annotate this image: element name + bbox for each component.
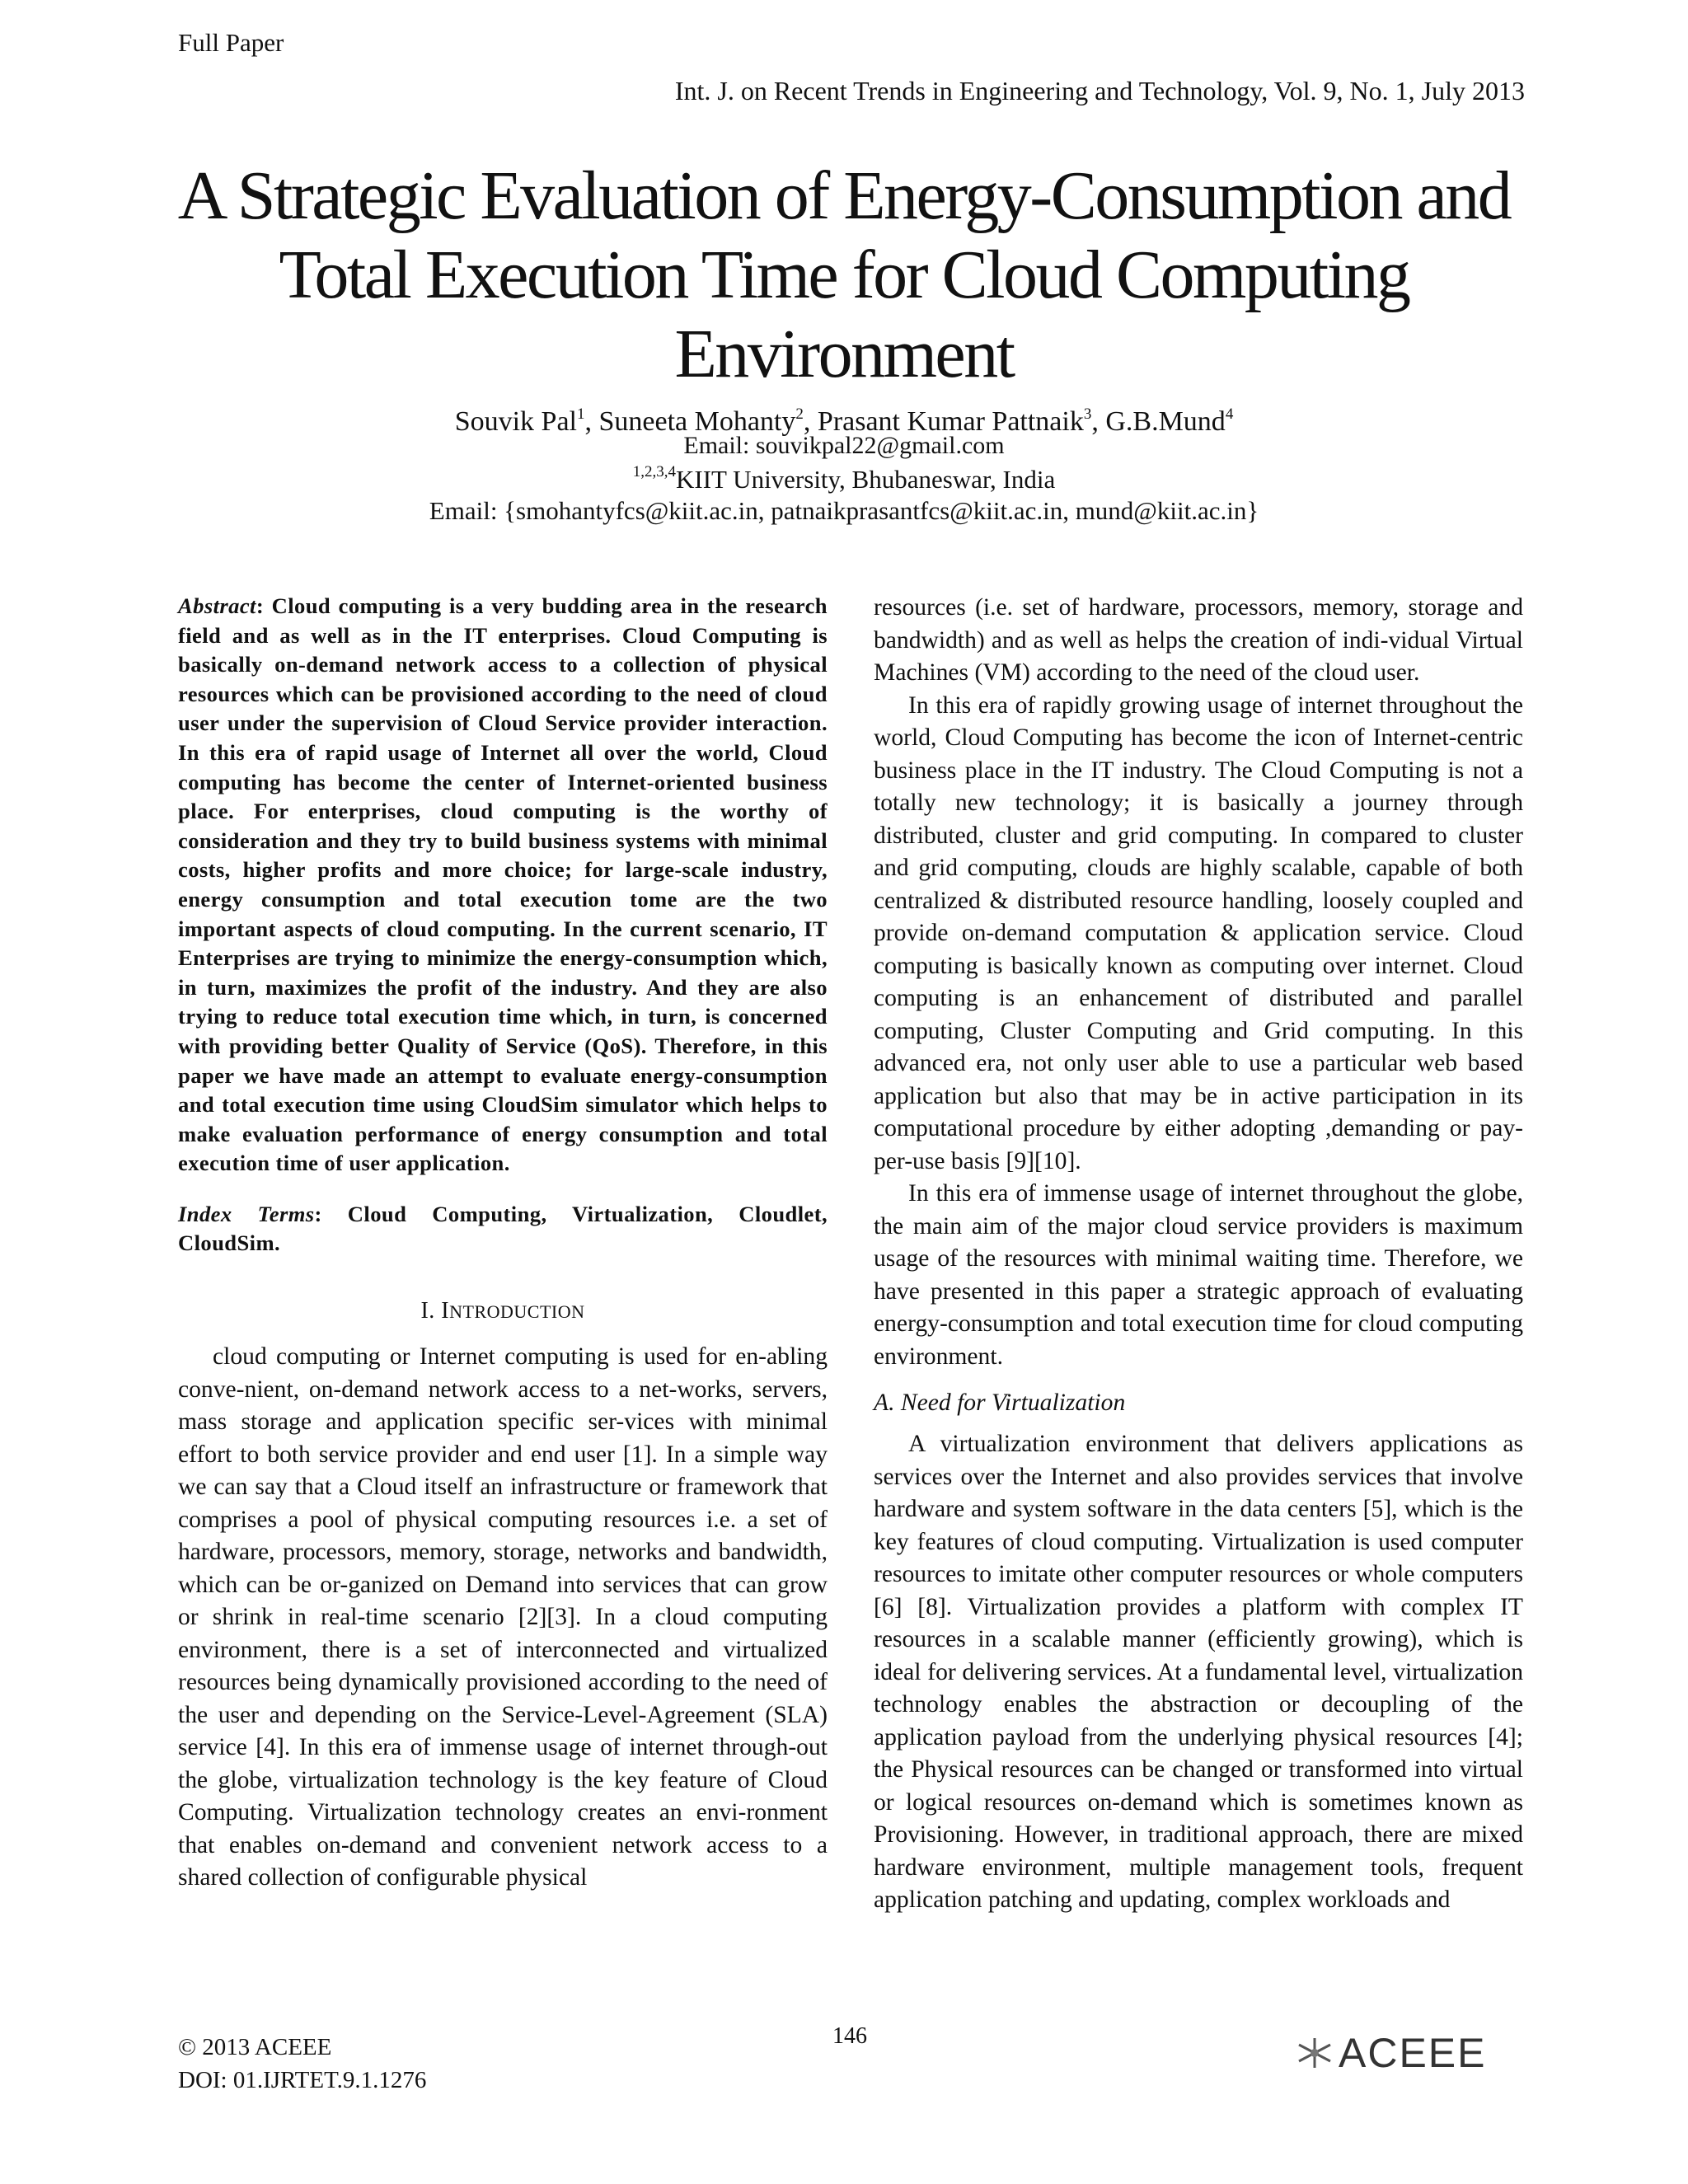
author-affil-mark: 1 xyxy=(577,405,585,423)
header-label: Full Paper xyxy=(178,28,284,57)
virtualization-paragraph: A virtualization environment that delivers applications as services over the Internet and also provides services that involve hardware and system software in the data centers [5], which is the key features of cloud computing. Virtualization is used computer resources to imitate other computer resources or whole computers [6] [8]. Virtualization provides a platform with complex IT resources in a scalable manner (efficiently growing), which is ideal for delivering services. At a fundamental level, virtualization technology enables the abstraction or decoupling of the application payload from the underlying physical resources [4]; the Physical resources can be changed or transformed into virtual or logical resources on-demand which is sometimes known as Provisioning. However, in traditional approach, there are mixed hardware environment, multiple management tools, frequent application patching and updating, complex workloads and xyxy=(874,1431,1523,1913)
aceee-star-icon xyxy=(1292,2035,1337,2071)
primary-email: Email: souvikpal22@gmail.com xyxy=(683,432,1005,459)
index-terms-text: : Cloud Computing, Virtualization, Cloudlet, CloudSim. xyxy=(178,1201,828,1256)
author-list: Souvik Pal$^1$, Suneeta Mohanty$^2$, Prasant Kumar Pattnaik$^3$, G.B.Mund$^4$ xyxy=(454,405,1234,437)
author-affil-mark: 3 xyxy=(1083,405,1092,423)
author-name: G.B.Mund xyxy=(1105,406,1226,437)
right-column xyxy=(874,592,1523,1917)
body-paragraph: resources (i.e. set of hardware, processors, memory, storage and bandwidth) and as well as helps the creation of indi-vidual Virtual Machines (VM) according to the need of the cloud user. xyxy=(874,594,1523,686)
author-affil-mark: 2 xyxy=(795,405,804,423)
author-name: Suneeta Mohanty xyxy=(598,406,796,437)
title-line: A Strategic Evaluation of Energy-Consumption and xyxy=(177,157,1511,234)
body-paragraph: In this era of rapidly growing usage of internet throughout the world, Cloud Computing has become the icon of Internet-centric business place in the IT industry. The Cloud Computing is not a totally new technology; it is basically a journey through distributed, cluster and grid computing. In compared to cluster and grid computing, clouds are highly scalable, capable of both centralized & distributed resource handling, loosely coupled and provide on-demand computation & application service. Cloud computing is basically known as computing over internet. Cloud computing is an enhancement of distributed and parallel computing, Cluster Computing and Grid computing. In this advanced era, not only user able to use a particular web based application but also that may be in active participation in its computational procedure by either adopting ,demanding or pay-per-use basis [9][10]. xyxy=(874,691,1523,1174)
abstract-text: : Cloud computing is a very budding area in the research field and as well as in the IT enterprises. Cloud Computing is basically on-demand network access to a collection of physical resources which can be provisioned according to the need of cloud user under the supervision of Cloud Service provider interaction. In this era of rapid usage of Internet all over the world, Cloud computing has become the center of Internet-oriented business place. For enterprises, cloud computing is the worthy of consideration and they try to build business systems with minimal costs, higher profits and more choice; for large-scale industry, energy consumption and total execution tome are the two important aspects of cloud computing. In the current scenario, IT Enterprises are trying to minimize the energy-consumption which, in turn, maximizes the profit of the industry. And they are also trying to reduce total execution time which, in turn, is concerned with providing better Quality of Service (QoS). Therefore, in this paper we have made an attempt to evaluate energy-consumption and total execution time using CloudSim simulator which helps to make evaluation performance of energy consumption and total execution time of user application. xyxy=(178,593,828,1176)
affiliation-text: KIIT University, Bhubaneswar, India xyxy=(676,465,1056,494)
journal-citation: Int. J. on Recent Trends in Engineering and Technology, Vol. 9, No. 1, July 2013 xyxy=(674,76,1525,105)
index-terms-label: Index Terms xyxy=(178,1201,315,1226)
body-paragraph: In this era of immense usage of internet throughout the globe, the main aim of the major cloud service providers is maximum usage of the resources with minimal waiting time. Therefore, we have presented in this paper a strategic approach of evaluating energy-consumption and total execution time for cloud computing environment. xyxy=(874,1180,1523,1370)
publisher-logo xyxy=(1292,2029,1487,2077)
secondary-emails: Email: {smohantyfcs@kiit.ac.in, patnaikprasantfcs@kiit.ac.in, mund@kiit.ac.in} xyxy=(429,496,1259,525)
abstract-label: Abstract xyxy=(178,593,256,618)
intro-paragraph: cloud computing or Internet computing is used for en-abling conve-nient, on-demand network access to a net-works, servers, mass storage and application specific ser-vices with minimal effort to both service provider and end user [1]. In a simple way we can say that a Cloud itself an infrastructure or framework that comprises a pool of physical computing resources i.e. a set of hardware, processors, memory, storage, networks and bandwidth, which can be or-ganized on Demand into services that can grow or shrink in real-time scenario [2][3]. In a cloud computing environment, there is a set of interconnected and virtualized resources being dynamically provisioned according to the need of the user and depending on the Service-Level-Agreement (SLA) service [4]. In this era of immense usage of internet through-out the globe, virtualization technology is the key feature of Cloud Computing. Virtualization technology creates an envi-ronment that enables on-demand and convenient network access to a shared collection of configurable physical xyxy=(178,1343,828,1891)
left-column xyxy=(178,592,828,1895)
affiliation xyxy=(124,463,1564,494)
page-number: 146 xyxy=(832,2023,867,2049)
author-name: Prasant Kumar Pattnaik xyxy=(817,406,1084,437)
doi: DOI: 01.IJRTET.9.1.1276 xyxy=(178,2067,427,2093)
section-heading-introduction: I. INTRODUCTION xyxy=(420,1298,585,1324)
index-terms xyxy=(178,1200,828,1258)
copyright: © 2013 ACEEE xyxy=(178,2034,332,2060)
affiliation-mark: 1,2,3,4 xyxy=(632,463,677,480)
author-name: Souvik Pal xyxy=(454,406,577,437)
author-affil-mark: 4 xyxy=(1225,405,1234,423)
logo-text: ACEEE xyxy=(1339,2030,1487,2076)
abstract xyxy=(178,592,828,1179)
title-line: Total Execution Time for Cloud Computing xyxy=(279,237,1409,313)
footer-info xyxy=(178,2031,426,2097)
title-line: Environment xyxy=(674,316,1014,392)
paper-title xyxy=(124,157,1564,394)
subsection-heading: A. Need for Virtualization xyxy=(874,1390,1126,1416)
